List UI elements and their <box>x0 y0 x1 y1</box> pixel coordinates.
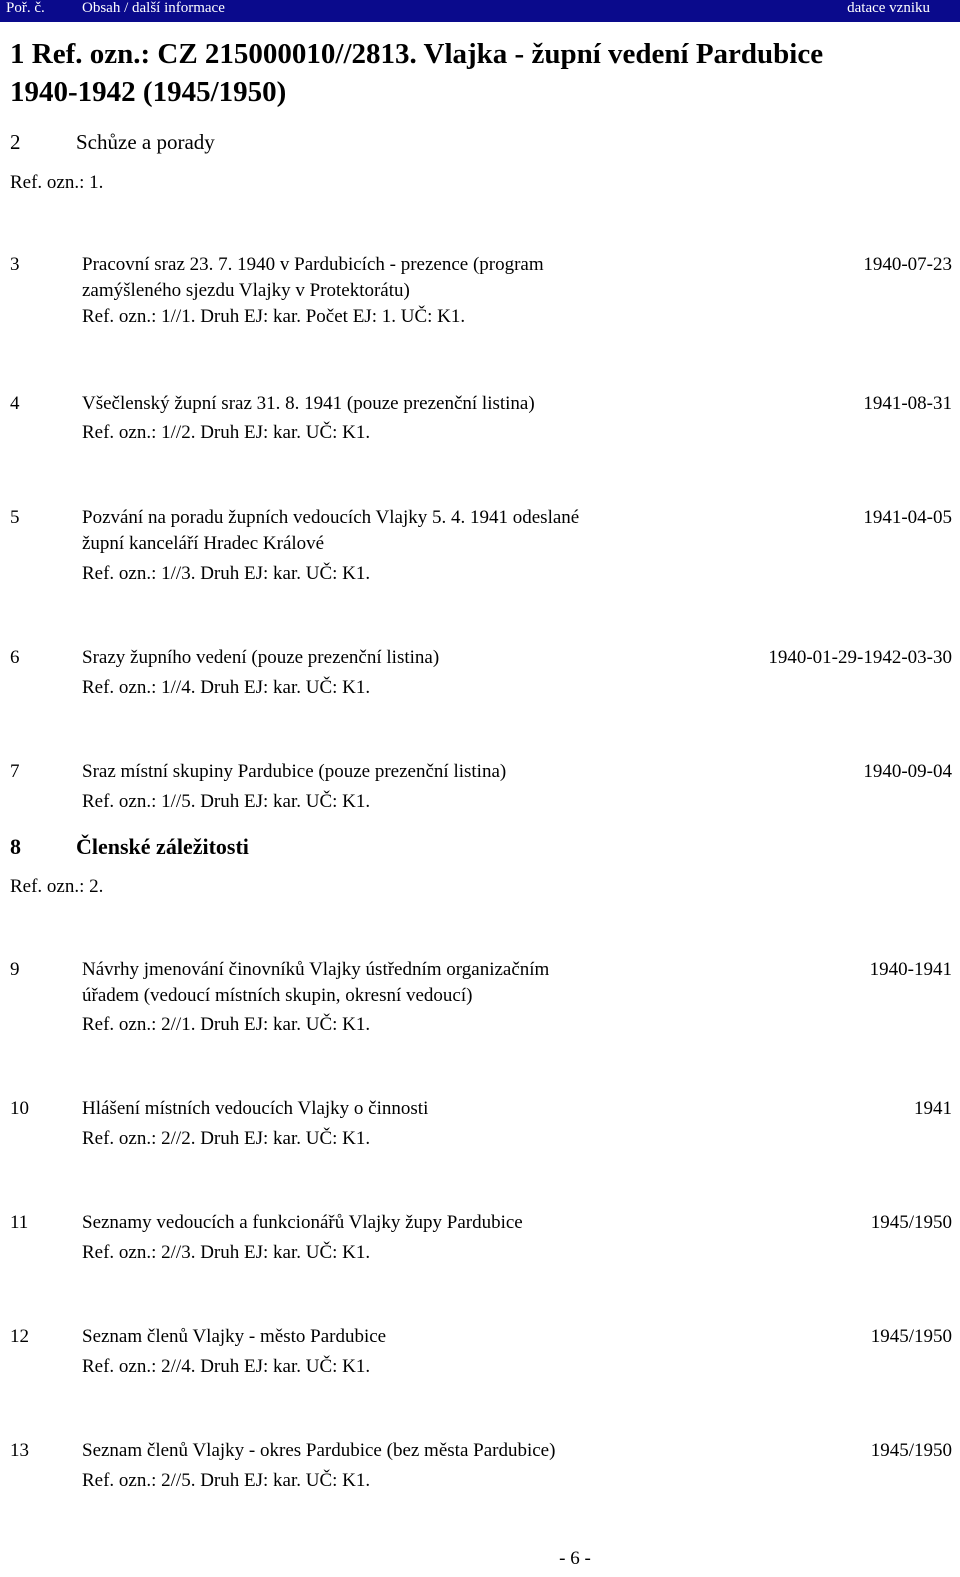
column-header-content: Obsah / další informace <box>82 0 225 16</box>
entry-number: 9 <box>10 959 20 980</box>
entry-date: 1945/1950 <box>870 1326 952 1347</box>
entry-ref: Ref. ozn.: 1//2. Druh EJ: kar. UČ: K1. <box>82 422 371 443</box>
entry-date: 1941 <box>914 1098 952 1119</box>
entry-ref: Ref. ozn.: 2//3. Druh EJ: kar. UČ: K1. <box>82 1242 371 1263</box>
entry-ref: Ref. ozn.: 2//1. Druh EJ: kar. UČ: K1. <box>82 1014 371 1035</box>
entry-ref: Ref. ozn.: 1//3. Druh EJ: kar. UČ: K1. <box>82 563 371 584</box>
page-number: - 6 - <box>559 1548 591 1569</box>
entry-ref: Ref. ozn.: 1//4. Druh EJ: kar. UČ: K1. <box>82 677 371 698</box>
entry-number: 13 <box>10 1440 29 1461</box>
entry-date: 1940-09-04 <box>863 761 952 782</box>
entry-title: Sraz místní skupiny Pardubice (pouze prezenční listina) <box>82 761 507 782</box>
section-heading: Členské záležitosti <box>76 834 249 859</box>
entry-number: 3 <box>10 254 20 275</box>
entry-date: 1941-08-31 <box>863 393 952 414</box>
section-heading: Schůze a porady <box>76 130 215 154</box>
entry-number: 10 <box>10 1098 29 1119</box>
entry-date: 1940-01-29-1942-03-30 <box>768 647 952 668</box>
entry-number: 6 <box>10 647 20 668</box>
entry-title: Pracovní sraz 23. 7. 1940 v Pardubicích - prezence (program <box>82 254 544 275</box>
entry-title: Návrhy jmenování činovníků Vlajky ústředním organizačním <box>82 959 550 980</box>
entry-number: 12 <box>10 1326 29 1347</box>
section-number: 2 <box>10 130 21 154</box>
entry-ref: Ref. ozn.: 1//1. Druh EJ: kar. Počet EJ: 1. UČ: K1. <box>82 306 466 327</box>
entry-number: 4 <box>10 393 20 414</box>
entry-date: 1940-1941 <box>869 959 952 980</box>
entry-title-continued: úřadem (vedoucí místních skupin, okresní vedoucí) <box>82 985 473 1006</box>
entry-title: Seznam členů Vlajky - město Pardubice <box>82 1326 387 1347</box>
entry-number: 11 <box>10 1212 29 1233</box>
entry-title: Seznam členů Vlajky - okres Pardubice (bez města Pardubice) <box>82 1440 556 1461</box>
entry-date: 1945/1950 <box>870 1440 952 1461</box>
entry-title: Srazy župního vedení (pouze prezenční listina) <box>82 647 440 668</box>
entry-date: 1940-07-23 <box>863 254 952 275</box>
column-header-number: Poř. č. <box>6 0 45 16</box>
entry-title: Seznamy vedoucích a funkcionářů Vlajky župy Pardubice <box>82 1212 523 1233</box>
entry-ref: Ref. ozn.: 2//2. Druh EJ: kar. UČ: K1. <box>82 1128 371 1149</box>
entry-title-continued: župní kanceláří Hradec Králové <box>82 533 325 554</box>
entry-ref: Ref. ozn.: 2//4. Druh EJ: kar. UČ: K1. <box>82 1356 371 1377</box>
section-ref: Ref. ozn.: 1. <box>10 172 104 193</box>
column-header-date: datace vzniku <box>847 0 930 16</box>
entry-title-continued: zamýšleného sjezdu Vlajky v Protektorátu) <box>82 280 410 301</box>
entry-title: Hlášení místních vedoucích Vlajky o činnosti <box>82 1098 429 1119</box>
entry-number: 7 <box>10 761 20 782</box>
section-number: 8 <box>10 834 21 859</box>
entry-ref: Ref. ozn.: 1//5. Druh EJ: kar. UČ: K1. <box>82 791 371 812</box>
section-ref: Ref. ozn.: 2. <box>10 876 104 897</box>
fonds-title-line-1: 1 Ref. ozn.: CZ 215000010//2813. Vlajka - župní vedení Pardubice <box>10 38 824 70</box>
fonds-title-line-2: 1940-1942 (1945/1950) <box>10 76 287 108</box>
entry-title: Všečlenský župní sraz 31. 8. 1941 (pouze prezenční listina) <box>82 393 535 414</box>
entry-date: 1941-04-05 <box>863 507 952 528</box>
entry-title: Pozvání na poradu župních vedoucích Vlajky 5. 4. 1941 odeslané <box>82 507 580 528</box>
entry-date: 1945/1950 <box>870 1212 952 1233</box>
entry-ref: Ref. ozn.: 2//5. Druh EJ: kar. UČ: K1. <box>82 1470 371 1491</box>
entry-number: 5 <box>10 507 20 528</box>
